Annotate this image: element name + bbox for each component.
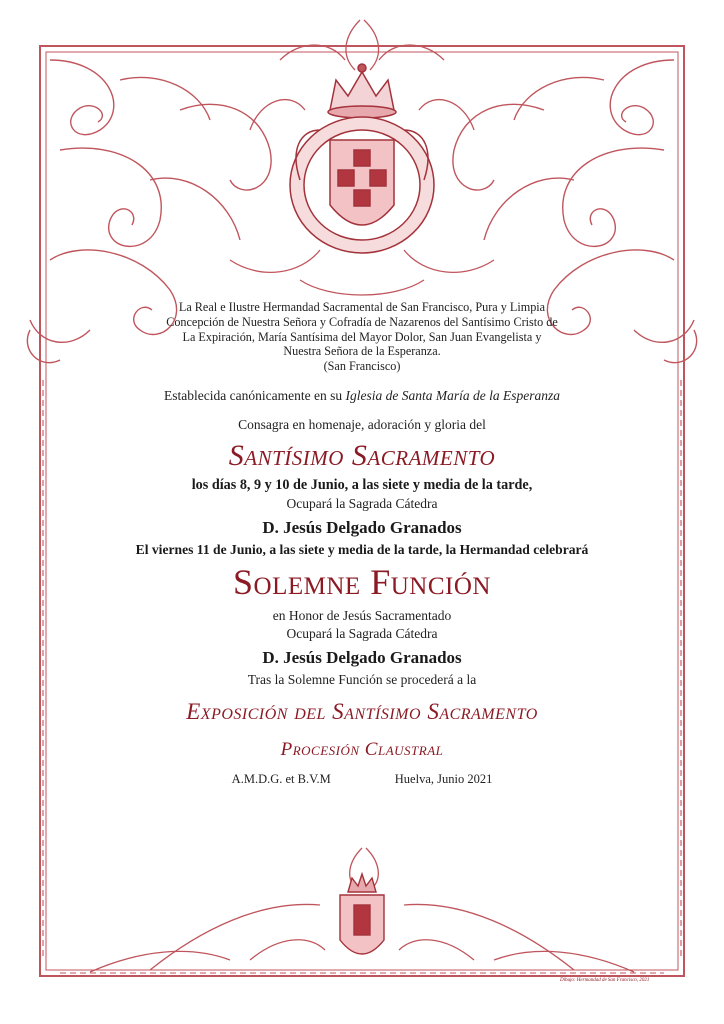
intro-line: La Expiración, María Santísima del Mayor Dolor, San Juan Evangelista y [182,329,542,344]
bottom-shield-icon [340,874,384,954]
coat-of-arms-icon [290,117,434,253]
title-solemne-funcion: Solemne Función [233,561,491,602]
established-line [60,388,664,404]
chair-line-1: Ocupará la Sagrada Cátedra [286,495,438,511]
place-date: Huelva, Junio 2021 [394,771,493,786]
motto: A.M.D.G. et B.V.M [231,771,331,786]
church-name: Iglesia de Santa María de la Esperanza [345,387,560,403]
chair-line-2: Ocupará la Sagrada Cátedra [286,625,438,641]
crown-icon [328,64,396,118]
intro-line: Concepción de Nuestra Señora y Cofradía de Nazarenos del Santísimo Cristo de [166,314,558,329]
intro-line: (San Francisco) [323,359,401,374]
established-prefix: Establecida canónicamente en su [164,387,343,403]
after-line: Tras la Solemne Función se procederá a la [247,671,477,687]
title-santisimo-sacramento: Santísimo Sacramento [228,438,496,472]
dates-line-2: El viernes 11 de Junio, a las siete y media de la tarde, la Hermandad celebrará [135,541,589,557]
title-procesion: Procesión Claustral [280,738,444,760]
title-exposicion: Exposición del Santísimo Sacramento [186,698,538,724]
brotherhood-name [60,300,664,374]
dates-line-1: los días 8, 9 y 10 de Junio, a las siete y media de la tarde, [191,476,533,493]
poster-text [60,300,664,787]
intro-line: Nuestra Señora de la Esperanza. [283,344,441,359]
preacher-name-1: D. Jesús Delgado Granados [262,517,462,537]
preacher-name-2: D. Jesús Delgado Granados [262,647,462,667]
footer-line [60,772,664,787]
honor-line: en Honor de Jesús Sacramentado [272,607,452,623]
intro-line: La Real e Ilustre Hermandad Sacramental de San Francisco, Pura y Limpia [178,300,546,314]
consecration-line: Consagra en homenaje, adoración y gloria del [238,416,486,432]
artist-credit: Dibujo: Hermandad de San Francisco, 2021 [560,978,650,983]
